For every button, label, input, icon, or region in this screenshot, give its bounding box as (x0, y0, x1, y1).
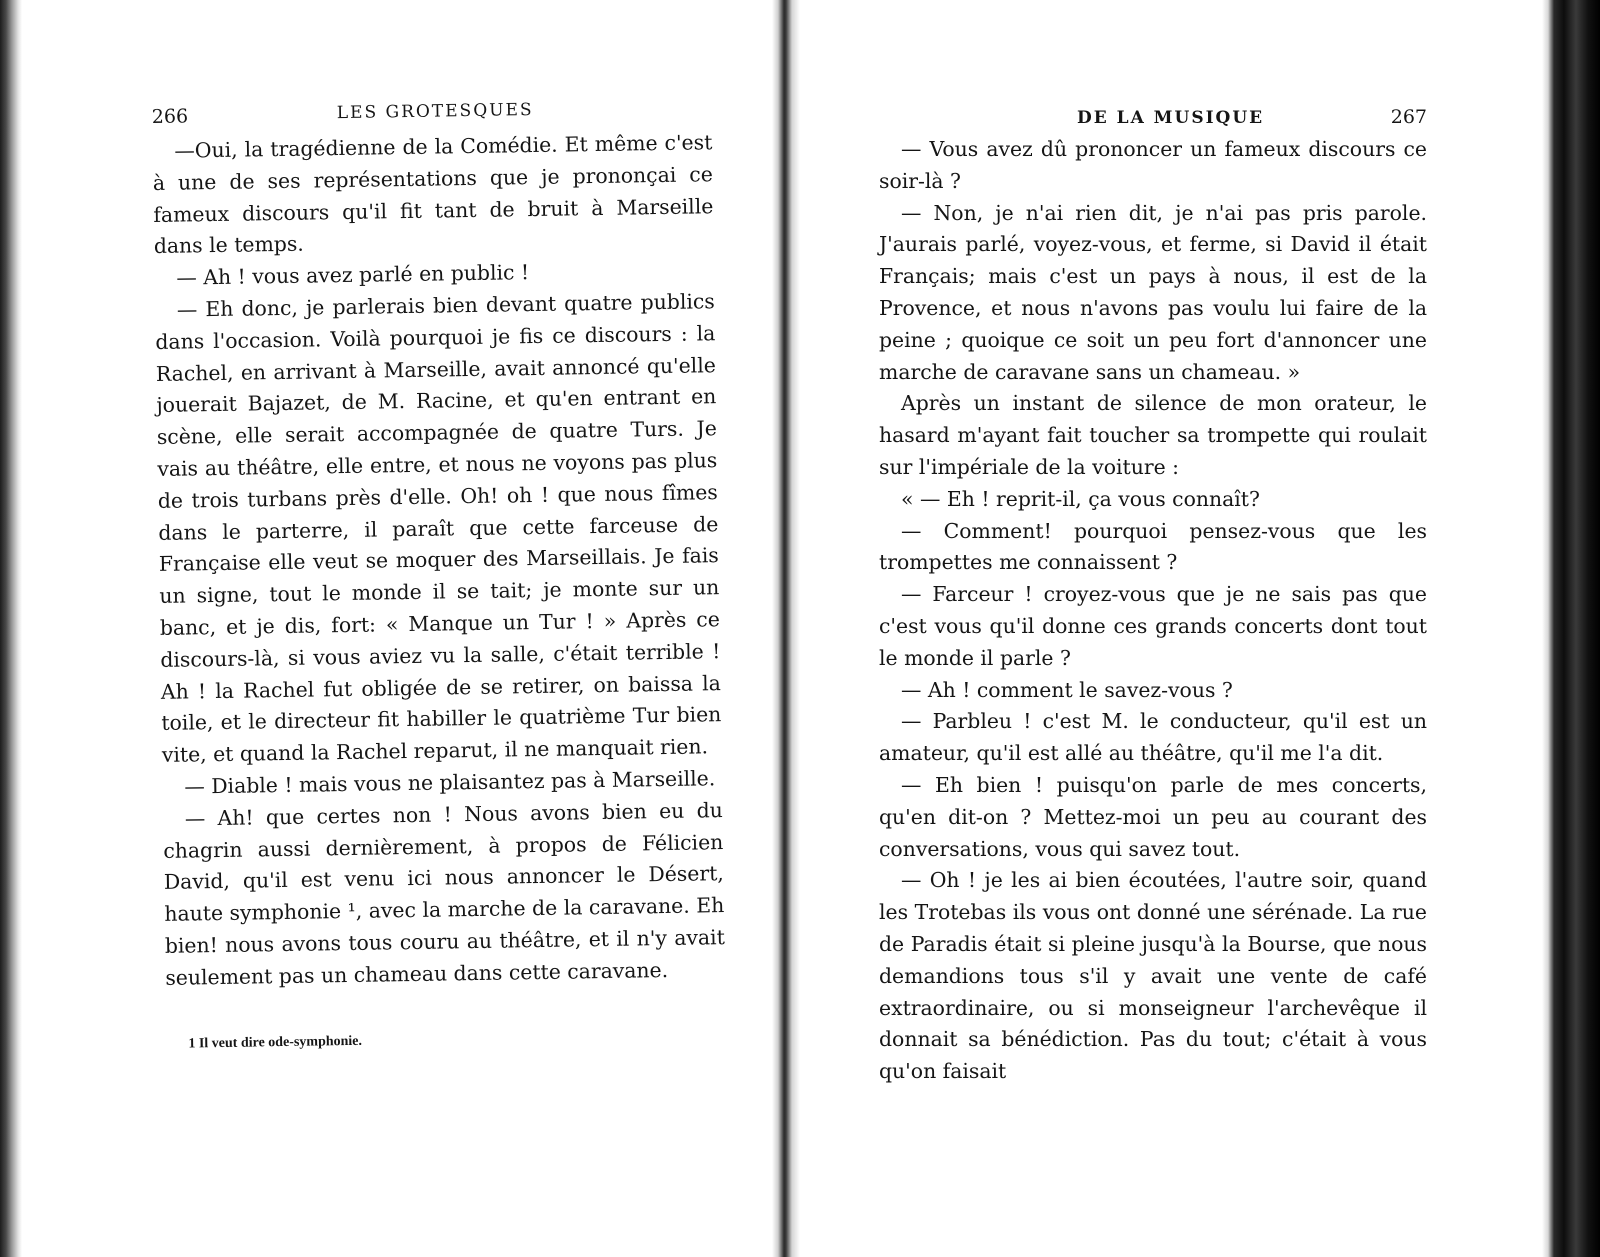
paragraph: Après un instant de silence de mon orateur, le hasard m'ayant fait toucher sa trompette qui roulait sur l'impériale de la voiture : (879, 391, 1427, 479)
paragraph: — Ah! que certes non ! Nous avons bien eu du chagrin aussi dernièrement, à propos de Félicien David, qu'il est venu ici nous annoncer le Désert, haute symphonie ¹, avec la marche de la caravane. Eh bien! nous avons tous couru au théâtre, et il n'y avait seulement pas un chameau dans cette caravane. (163, 797, 725, 990)
paragraph: — Eh donc, je parlerais bien devant quatre publics dans l'occasion. Voilà pourquoi je fis ce discours : la Rachel, en arrivant à Marseille, avait annoncé qu'elle jouerait Bajazet, de M. Racine, et qu'en entrant en scène, elle serait accompagnée de quatre Turs. Je vais au théâtre, elle entre, et nous ne voyons pas plus de trois turbans près d'elle. Oh! oh ! que nous fîmes dans le parterre, il paraît que cette farceuse de Française elle veut se moquer des Marseillais. Je fais un signe, tout le monde il se tait; je monte sur un banc, et je dis, fort: « Manque un Tur ! » Après ce discours-là, si vous aviez vu la salle, c'était terrible ! Ah ! la Rachel fut obligée de se retirer, on baissa la toile, et le directeur fit habiller le quatrième Tur bien vite, et quand la Rachel reparut, il ne manquait rien. (155, 289, 722, 768)
left-running-title: LES GROTESQUES (336, 99, 534, 124)
left-page-number: 266 (151, 105, 189, 128)
left-running-head (152, 97, 742, 130)
paragraph: — Diable ! mais vous ne plaisantez pas à Marseille. (184, 766, 716, 799)
right-page (879, 0, 1427, 1088)
book-edge-right (1542, 0, 1600, 1257)
right-running-title: DE LA MUSIQUE (1077, 108, 1265, 128)
paragraph: « — Eh ! reprit-il, ça vous connaît? (901, 486, 1260, 511)
left-page (150, 0, 756, 1052)
right-page-number: 267 (1390, 106, 1427, 128)
paragraph: — Vous avez dû prononcer un fameux discours ce soir-là ? (879, 137, 1427, 193)
paragraph: — Ah ! vous avez parlé en public ! (176, 260, 530, 290)
footnote: 1 Il veut dire ode-symphonie. (188, 1033, 363, 1052)
paragraph: — Comment! pourquoi pensez-vous que les trompettes me connaissent ? (879, 518, 1427, 575)
paragraph: — Oh ! je les ai bien écoutées, l'autre soir, quand les Trotebas ils vous ont donné une sérénade. La rue de Paradis était si pleine jusqu'à la Bourse, que nous demandions tous s'il y avait une vente de café extraordinaire, ou si monseigneur l'archevêque il donnait sa bénédiction. Pas du tout; c'était à vous qu'on faisait (879, 868, 1427, 1084)
paragraph: — Farceur ! croyez-vous que je ne sais pas que c'est vous qu'il donne ces grands concerts dont tout le monde il parle ? (879, 582, 1427, 670)
left-body-text (152, 127, 725, 994)
right-running-head (879, 106, 1427, 130)
paragraph: — Ah ! comment le savez-vous ? (901, 677, 1233, 702)
book-gutter (772, 0, 800, 1257)
book-edge-left (0, 0, 22, 1257)
paragraph: —Oui, la tragédienne de la Comédie. Et même c'est à une de ses représentations que je prononçai ce fameux discours qu'il fit tant de bruit à Marseille dans le temps. (152, 130, 714, 259)
paragraph: — Non, je n'ai rien dit, je n'ai pas pris parole. J'aurais parlé, voyez-vous, et ferme, si David il était Français; mais c'est un pays à nous, il est de la Provence, et nous n'avons pas voulu lui faire de la peine ; quoique ce soit un peu fort d'annoncer une marche de caravane sans un chameau. » (879, 200, 1427, 384)
paragraph: — Eh bien ! puisqu'on parle de mes concerts, qu'en dit-on ? Mettez-moi un peu au courant des conversations, vous qui savez tout. (879, 772, 1427, 861)
right-body-text (879, 134, 1427, 1088)
paragraph: — Parbleu ! c'est M. le conducteur, qu'il est un amateur, qu'il est allé au théâtre, qu'il me l'a dit. (879, 709, 1427, 766)
